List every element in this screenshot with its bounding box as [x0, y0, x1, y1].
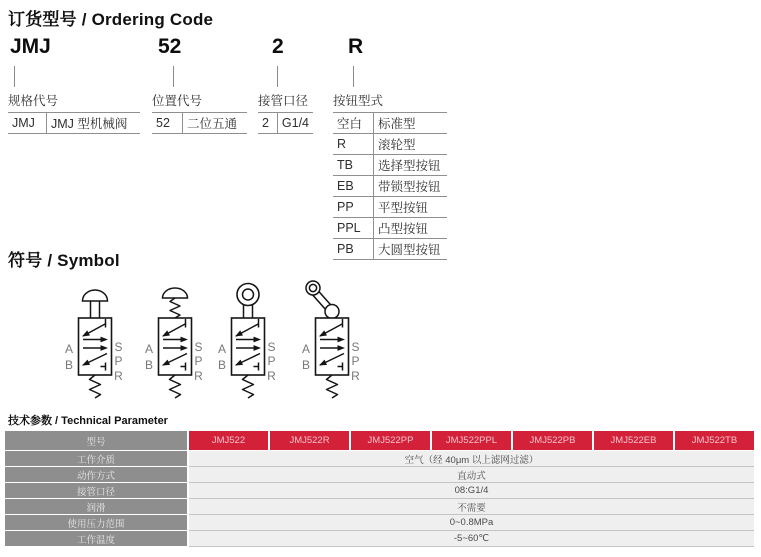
segment-code: R	[348, 35, 364, 58]
segment-connector-line	[353, 66, 354, 87]
tech-row-value: 0~0.8MPa	[189, 515, 754, 530]
segment-code: 2	[272, 35, 284, 58]
tech-row-value: -5~60℃	[189, 531, 754, 546]
ordering-segment	[258, 34, 313, 134]
segment-connector-line	[277, 66, 278, 87]
model-header-cell: JMJ522R	[270, 431, 349, 450]
segment-table-row	[333, 155, 447, 176]
segment-table-row	[333, 218, 447, 239]
description-cell: 标准型	[374, 113, 448, 134]
segment-label: 位置代号	[152, 94, 203, 108]
port-label-r: R	[267, 369, 276, 383]
segment-table-row	[258, 113, 313, 134]
code-cell: 2	[258, 113, 277, 134]
ordering-segment	[8, 34, 140, 134]
port-label-b: B	[144, 358, 154, 372]
tech-row-value: 空气（经 40μm 以上滤网过滤）	[189, 451, 754, 466]
segment-label: 按钮型式	[333, 94, 384, 108]
tech-row-label: 工作温度	[5, 531, 187, 546]
port-label-r: R	[194, 369, 203, 383]
symbol-section-title: 符号 / Symbol	[8, 251, 120, 270]
port-label-s: S	[114, 340, 123, 354]
roller-lever-valve-symbol	[287, 268, 377, 402]
tech-row-value: 08:G1/4	[189, 483, 754, 498]
segment-connector-line	[14, 66, 15, 87]
segment-label: 接管口径	[258, 94, 309, 108]
tech-row-value: 不需要	[189, 499, 754, 514]
description-cell: G1/4	[277, 113, 313, 134]
port-label-r: R	[351, 369, 360, 383]
segment-table-row	[333, 176, 447, 197]
description-cell: 滚轮型	[374, 134, 448, 155]
segment-table-row	[8, 113, 140, 134]
segment-code-table	[333, 112, 447, 260]
port-label-a: A	[217, 342, 227, 356]
code-cell: JMJ	[8, 113, 47, 134]
code-cell: PB	[333, 239, 374, 260]
port-label-p: P	[114, 354, 123, 368]
segment-table-row	[333, 113, 447, 134]
model-header-cell: JMJ522TB	[675, 431, 754, 450]
port-label-p: P	[351, 354, 360, 368]
port-label-b: B	[217, 358, 227, 372]
standard-push-button-valve-symbol	[50, 268, 140, 402]
port-label-p: P	[267, 354, 276, 368]
tech-row-label: 使用压力范围	[5, 515, 187, 530]
code-cell: 52	[152, 113, 183, 134]
model-header-cell: JMJ522EB	[594, 431, 673, 450]
port-label-s: S	[194, 340, 203, 354]
segment-code-table	[258, 112, 313, 134]
description-cell: 凸型按钮	[374, 218, 448, 239]
tech-row-label: 工作介质	[5, 451, 187, 466]
port-label-b: B	[301, 358, 311, 372]
port-label-a: A	[144, 342, 154, 356]
description-cell: 带锁型按钮	[374, 176, 448, 197]
segment-code: 52	[158, 35, 182, 58]
tech-header-label: 型号	[5, 431, 187, 450]
port-label-a: A	[301, 342, 311, 356]
code-cell: 空白	[333, 113, 374, 134]
segment-code-table	[8, 112, 140, 134]
segment-table-row	[152, 113, 247, 134]
code-cell: PP	[333, 197, 374, 218]
code-cell: R	[333, 134, 374, 155]
ordering-section-title: 订货型号 / Ordering Code	[8, 10, 214, 29]
port-label-s: S	[267, 340, 276, 354]
technical-parameter-table	[5, 431, 754, 546]
port-label-a: A	[64, 342, 74, 356]
segment-table-row	[333, 239, 447, 260]
code-cell: PPL	[333, 218, 374, 239]
ordering-segment	[152, 34, 247, 134]
description-cell: JMJ 型机械阀	[47, 113, 141, 134]
tech-row-label: 润滑	[5, 499, 187, 514]
description-cell: 大圆型按钮	[374, 239, 448, 260]
port-label-r: R	[114, 369, 123, 383]
tech-row-label: 接管口径	[5, 483, 187, 498]
tech-row-value: 直动式	[189, 467, 754, 482]
code-cell: TB	[333, 155, 374, 176]
tech-row-label: 动作方式	[5, 467, 187, 482]
port-label-s: S	[351, 340, 360, 354]
port-label-p: P	[194, 354, 203, 368]
segment-table-row	[333, 134, 447, 155]
roller-valve-symbol	[203, 268, 293, 402]
segment-code: JMJ	[10, 35, 51, 58]
description-cell: 平型按钮	[374, 197, 448, 218]
segment-label: 规格代号	[8, 94, 59, 108]
description-cell: 选择型按钮	[374, 155, 448, 176]
model-header-cell: JMJ522PP	[351, 431, 430, 450]
tech-section-title: 技术参数 / Technical Parameter	[8, 415, 168, 427]
ordering-segment	[333, 34, 447, 260]
segment-table-row	[333, 197, 447, 218]
segment-code-table	[152, 112, 247, 134]
segment-connector-line	[173, 66, 174, 87]
port-label-b: B	[64, 358, 74, 372]
model-header-cell: JMJ522PB	[513, 431, 592, 450]
model-header-cell: JMJ522	[189, 431, 268, 450]
model-header-cell: JMJ522PPL	[432, 431, 511, 450]
description-cell: 二位五通	[183, 113, 248, 134]
code-cell: EB	[333, 176, 374, 197]
